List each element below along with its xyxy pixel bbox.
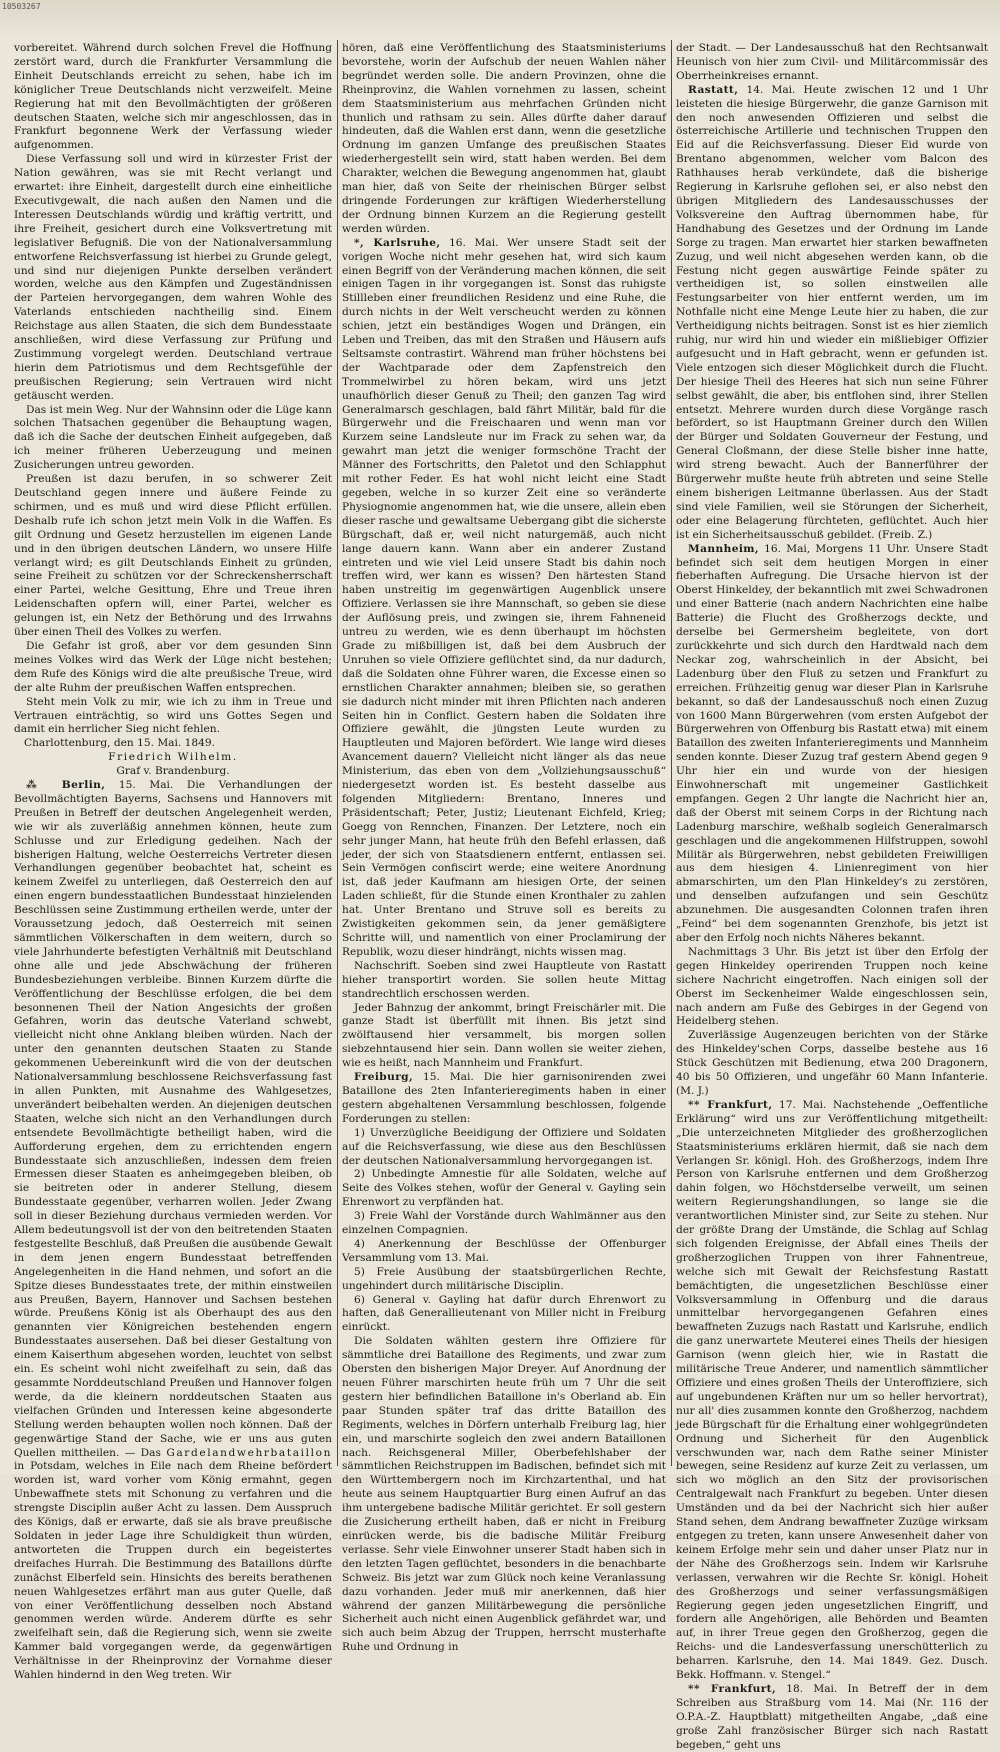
- proclamation-para-3: Das ist mein Weg. Nur der Wahnsinn oder die Lüge kann solchen Thatsachen gegenüber die Behauptung wagen, daß ich die Sache der deutschen Einheit aufgegeben, daß ich meiner früheren Ueberzeugung und meinen Zusicherungen untreu geworden.: [14, 403, 332, 472]
- article-berlin-text: 15. Mai. Die Verhandlungen der Bevollmächtigten Bayerns, Sachsens und Hannovers mit Preußen in Betreff der deutschen Angelegenheit werden, wie wir als zuverläßig annehmen können, heute zum Schlusse und zur Erledigung gedeihen. Nach der bisherigen Haltung, welche Oesterreichs Vertreter diesen Verhandlungen gegenüber beobachtet hat, scheint es keinem Zweifel zu unterliegen, daß Oesterreich den auf einen engern bundesstaatlichen Bundesstaat hinzielenden Beschlüssen seine Zustimmung ertheilen werde, unter der Voraussetzung jedoch, daß Oesterreich mit seinen sämmtlichen Völkerschaften in dem weitern, durch so viele Jahrhunderte befestigten Verhältniß mit Deutschland ohne alle und jede Abschwächung der früheren Bundesbeziehungen verbleibe. Binnen Kurzem dürfte die Veröffentlichung der Beschlüsse erfolgen, die bei dem besonnenen Theil der Nation Angesichts der großen Gefahren, worin das deutsche Vaterland schwebt, vielleicht nicht ohne Anklang bleiben würden. Nach der unter den genannten deutschen Staaten zu Stande gekommenen Uebereinkunft wird die von der deutschen Nationalversammlung beschlossene Reichsverfassung fast in allen Punkten, mit Ausnahme des Wahlgesetzes, unverändert beibehalten werden. An diejenigen deutschen Staaten, welche sich nicht an den Verhandlungen durch entsendete Bevollmächtigte betheiligt haben, wird die Aufforderung ergehen, dem zu errichtenden engern Bundesstaate sich anzuschließen, indessen dem freien Ermessen dieser Staaten es anheimgegeben bleiben, ob sie beitreten oder in anderer Stellung, diesem Bundesstaate gegenüber, verharren wollen. Jeder Zwang soll in dieser Beziehung durchaus vermieden werden. Vor Allem bedeutungsvoll ist der von den beitretenden Staaten festgestellte Beschluß, daß Preußen die ausübende Gewalt in dem jenen engern Bundesstaat betreffenden Angelegenheiten in die Hand nehmen, und sofort an die Spitze dieses Bundesstaates trete, der mithin einstweilen aus Preußen, Bayern, Hannover und Sachsen bestehen würde. Preußens König ist als Oberhaupt des aus den genannten vier Königreichen bestehenden engern Bundesstaates ausersehen. Daß bei dieser Gestaltung von einem Kaiserthum abgesehen worden, leuchtet von selbst ein. Es scheint wohl nicht zweifelhaft zu sein, daß das gesammte Norddeutschland Preußen und Hannover folgen werde, da die kleinern norddeutschen Staaten aus vielfachen Gründen und Interessen keine abgesonderte Stellung werden behaupten wollen noch können. Daß der gegenwärtige Stand der Sache, wie er uns aus guten Quellen mittheilen.: [14, 779, 333, 1459]
- garde-bataillon-name: Gardelandwehrbataillon: [166, 1446, 332, 1459]
- article-frankfurt-17-text: 17. Mai. Nachstehende „Oeffentliche Erklärung“ wird uns zur Veröffentlichung mitgetheilt: „Die unterzeichneten Mitglieder des großherzoglichen Staatsministeriums erklären hiermit, daß sie nach dem Verlangen Sr. königl. Hoh. des Großherzogs, indem Ihre Person von Karlsruhe entfernen und dem Großherzog dahin folgen, wo Höchstderselbe verweilt, um seinen weitern Regierungshandlungen, so lange sie die verantwortlichen Minister sind, zur Seite zu stehen. Nur der größte Drang der Umstände, die Schlag auf Schlag sich folgenden Ereignisse, der Abfall eines Theils der großherzoglichen Truppen von ihrer Fahnentreue, welche sich mit Gewalt der Reichsfestung Rastatt bemächtigten, die ungesetzlichen Beschlüsse einer Volksversammlung in Offenburg und die daraus unmittelbar hervorgegangenen Gefahren eines bewaffneten Zuzugs nach Rastatt und Karlsruhe, endlich die ganz unerwartete Meuterei eines Theils der hiesigen Garnison (wenn gleich hier, wie in Rastatt die militärische Treue Anderer, und namentlich sämmtlicher Offiziere und eines großen Theils der Unteroffiziere, sich auf ungebundenen Kräften nur um so heller hervortrat), nur all' dies zusammen konnte den Großherzog, nachdem jede Bürgschaft für die Erhaltung einer wohlgegründeten Ordnung und Sicherheit für den Augenblick verschwunden war, nach dem Rathe seiner Minister bewegen, seine Residenz auf kurze Zeit zu verlassen, um sich wo möglich an den Sitz der provisorischen Centralgewalt nach Frankfurt zu begeben. Unter diesen Umständen und da bei der Nachricht sich hier außer Stand sehen, dem Andrang bewaffneter Zuzüge wirksam entgegen zu treten, kann unsere Anwesenheit daher von keinem Erfolge mehr sein und daher unser Platz nur in der Nähe des Großherzogs sein. Indem wir Karlsruhe verlassen, verwahren wir die Rechte Sr. königl. Hoheit des Großherzogs und seiner verfassungsmäßigen Regierung gegen jeden ungesetzlichen Eingriff, und fordern alle Angehörigen, alle Behörden und Beamten auf, in ihrer Treue gegen den Großherzog, gegen die Reichs- und die Landesverfassung unerschütterlich zu beharren. Karlsruhe, den 14. Mai 1849. Gez. Dusch. Bekk. Hoffmann. v. Stengel.“: [676, 1098, 988, 1682]
- proclamation-signature: Friedrich Wilhelm.: [108, 751, 238, 764]
- dateline-rastatt: Rastatt,: [688, 83, 739, 96]
- article-frankfurt-18: [676, 1683, 988, 1752]
- bahnzug-para: Jeder Bahnzug der ankommt, bringt Freischärler mit. Die ganze Stadt ist überfüllt mit ihnen. Bis jetzt sind zwölftausend hier versammelt, bis morgen sollen siebzehntausend hier sein. Dann wollen sie weiter ziehen, wie es heißt, nach Mannheim und Frankfurt.: [342, 1001, 666, 1070]
- demand-item-3: 3) Freie Wahl der Vorstände durch Wahlmänner aus den einzelnen Compagnien.: [342, 1210, 666, 1237]
- page-id: 10503267: [2, 2, 41, 11]
- article-freiburg: [342, 1071, 666, 1127]
- demand-item-1: 1) Unverzügliche Beeidigung der Offiziere und Soldaten auf die Reichsverfassung, wie diese aus den Beschlüssen der deutschen Nationalversammlung hervorgegangen ist.: [342, 1126, 666, 1167]
- berlin-continuation: hören, daß eine Veröffentlichung des Staatsministeriums bevorstehe, worin der Aufschub der neuen Wahlen näher begründet werden solle. Die andern Provinzen, ohne die Rheinprovinz, die Wahlen vornehmen zu lassen, scheint dem Staatsministerium aus mehrfachen Gründen nicht thunlich und rathsam zu sein. Alles dürfte daher darauf hindeuten, daß die Wahlen erst dann, wenn die gesetzliche Ordnung im ganzen Umfange des preußischen Staates wiederhergestellt sein wird, statt haben werden. Bei dem Charakter, welchen die Bewegung angenommen hat, glaubt man hier, daß von Seite der rheinischen Bürger selbst dringende Forderungen zur kräftigen Wiederherstellung der Ordnung binnen Kurzem an die Regierung gestellt werden würden.: [342, 42, 666, 235]
- article-frankfurt-18-text: 18. Mai. In Betreff der in dem Schreiben aus Straßburg vom 14. Mai (Nr. 116 der O.P.A.-Z. Hauptblatt) mitgetheilten Angabe, „daß eine große Zahl französischer Bürger sich nach Rastatt begeben,“ geht uns: [676, 1682, 988, 1751]
- proclamation-para-6: Steht mein Volk zu mir, wie ich zu ihm in Treue und Vertrauen einträchtig, so wird uns Gottes Segen und damit ein herrlicher Sieg nicht fehlen.: [14, 695, 332, 736]
- freiburg-continuation: Die Soldaten wählten gestern ihre Offiziere für sämmtliche drei Bataillone des Regiments, und zwar zum Obersten den bisherigen Major Dreyer. Auf Anordnung der neuen Führer marschirten heute früh um 7 Uhr die seit gestern hier befindlichen Bataillone in's Oberland ab. Ein paar Stunden später traf das dritte Bataillon des Regiments, welches in Dörfern unterhalb Freiburg lag, hier ein, und marschirte sogleich den zwei andern Bataillonen nach. Reichsgeneral Miller, Oberbefehlshaber der sämmtlichen Reichstruppen im Badischen, befindet sich mit den Württembergern noch im Kirchzartenthal, und hat heute aus seinem Hauptquartier Burg einen Aufruf an das ihm untergebene badische Militär gerichtet. Er soll gestern die Zusicherung ertheilt haben, daß er nicht in Freiburg einrücken werde, bis die badische Militär Freiburg verlasse. Sehr viele Einwohner unserer Stadt haben sich in den letzten Tagen geflüchtet, besonders in die benachbarte Schweiz. Bis jetzt war zum Glück noch keine Veranlassung dazu vorhanden. Jeder muß mir anerkennen, daß hier während der ganzen Militärbewegung die persönliche Sicherheit auch nicht einen Augenblick gefährdet war, und sich auch beim Abzug der Truppen, herrscht musterhafte Ruhe und Ordnung in: [342, 1335, 666, 1654]
- article-karlsruhe-text: 16. Mai. Wer unsere Stadt seit der vorigen Woche nicht mehr gesehen hat, wird sich kaum einen Begriff von der Veränderung machen können, die seit einigen Tagen in ihr vorgegangen ist. Sonst das ruhigste Stillleben einer freundlichen Residenz und eine Ruhe, die durch nichts in der Welt verscheucht werden zu können schien, jetzt ein beständiges Wogen und Drängen, ein Leben und Treiben, das mit den Straßen und Häusern aufs Seltsamste contrastirt. Während man früher höchstens bei der Wachtparade oder dem Zapfenstreich den Trommelwirbel zu hören bekam, wird uns jetzt unaufhörlich dieser Genuß zu Theil; den ganzen Tag wird Generalmarsch geschlagen, bald fährt Militär, bald für die Bürgerwehr und die Freischaaren und wenn man vor Kurzem seine Landsleute nur im Frack zu sehen war, da gewahrt man jetzt die weniger formschöne Tracht der Männer des Fortschritts, den Paletot und den Schlapphut mit rother Feder. Es hat wohl nicht leicht eine Stadt gegeben, welche in so kurzer Zeit eine so veränderte Physiognomie angenommen hat, wie die unsere, allein eben dieser rasche und gewaltsame Uebergang gibt die sicherste Bürgschaft, daß er, weil nicht naturgemäß, auch nicht lange dauern kann. Wann aber ein anderer Zustand eintreten und wie viel Leid unsere Stadt bis dahin noch treffen wird, wer kann es wissen? Den härtesten Stand haben unstreitig im gegenwärtigen Augenblick unsere Offiziere. Verlassen sie ihre Mannschaft, so geben sie diese der Auflösung preis, und zwingen sie, ihrem Fahneneid untreu zu werden, wie es denn überhaupt im höchsten Grade zu mißbilligen ist, daß bei dem Ausbruch der Unruhen so viele Offiziere geflüchtet sind, da nur dadurch, daß die Soldaten ohne Führer waren, die Excesse einen so ernstlichen Charakter annahmen; bleiben sie, so gerathen sie dadurch nicht minder mit ihren Pflichten nach anderen Seiten hin in Conflict. Gestern haben die Soldaten ihre Offiziere gewählt, die jüngsten Leute wurden zu Hauptleuten und Majoren befördert. Wie lange wird dieses Avancement dauern? Vielleicht nicht länger als das neue Ministerium, das eben von dem „Vollziehungsausschuß“ niedergesetzt worden ist. Es besteht dasselbe aus folgenden Mitgliedern: Brentano, Inneres und Präsidentschaft; Peter, Justiz; Lieutenant Eichfeld, Krieg; Goegg von Rennchen, Finanzen. Der Letztere, noch ein sehr junger Mann, hat heute früh den Befehl erlassen, daß jeder, der sich von Staatsdienern entfernt, entlassen sei. Sein Vermögen confiscirt werde; eine weitere Anordnung ist, daß jeder Kaufmann am hiesigen Orte, der seinen Laden schließt, für die Stunde einen Kronthaler zu zahlen hat. Unter Brentano und Struve soll es bereits zu Zwistigkeiten gekommen sein, da jener gemäßigtere Schritte will, und namentlich von einer Proclamirung der Republik, wozu dieser hindrängt, nichts wissen mag.: [342, 236, 666, 958]
- article-frankfurt-17: [676, 1099, 988, 1683]
- article-rastatt: [676, 84, 988, 543]
- nachschrift: Nachschrift. Soeben sind zwei Hauptleute von Rastatt hieher transportirt worden. Sie sollen heute Mittag standrechtlich erschossen werden.: [342, 959, 666, 1000]
- article-berlin: [14, 779, 332, 1683]
- article-karlsruhe: [342, 237, 666, 960]
- dateline-frankfurt-18: ** Frankfurt,: [688, 1682, 777, 1695]
- article-freiburg-text: 15. Mai. Die hier garnisonirenden zwei Bataillone des 2ten Infanterieregiments haben in einer gestern abgehaltenen Versammlung beschlossen, folgende Forderungen zu stellen:: [342, 1071, 666, 1125]
- dateline-karlsruhe: *, Karlsruhe,: [354, 236, 441, 249]
- page-fold-shadow: [0, 0, 1000, 40]
- demand-item-4: 4) Anerkennung der Beschlüsse der Offenburger Versammlung vom 13. Mai.: [342, 1237, 666, 1264]
- demand-item-6: 6) General v. Gayling hat dafür durch Ehrenwort zu haften, daß Generallieutenant von Miller nicht in Freiburg einrückt.: [342, 1293, 666, 1334]
- article-rastatt-text: 14. Mai. Heute zwischen 12 und 1 Uhr leisteten die hiesige Bürgerwehr, die ganze Garnison mit den noch anwesenden Offizieren und selbst die österreichische Artillerie und technischen Truppen den Eid auf die Reichsverfassung. Dieser Eid wurde von Brentano abgenommen, welcher vom Balcon des Rathhauses herab verkündete, daß die bisherige Regierung in Karlsruhe geflohen sei, er also nebst den übrigen Mitgliedern des Landesausschusses der Volksvereine den Auftrag übernommen habe, für Handhabung des Gesetzes und der Ordnung im Lande Sorge zu tragen. Man erwartet hier starken bewaffneten Zuzug, und weil nicht abgesehen werden kann, ob die Festung nicht gegen auswärtige Feinde später zu vertheidigen ist, so sollen einstweilen alle Festungsarbeiter von hier entfernt werden, um im Nothfalle nicht eine Menge Leute hier zu haben, die zur Vertheidigung nichts beitragen. Sonst ist es hier ziemlich ruhig, nur wird hin und wieder ein mißliebiger Offizier aufgesucht und in Haft gebracht, wenn er gefunden ist. Viele entzogen sich dieser Möglichkeit durch die Flucht. Der hiesige Theil des Heeres hat sich nun seine Führer selbst gewählt, die aber, bis entflohen sind, ihrer Stellen entsetzt. Mehrere wurden durch diese Vorgänge rasch befördert, so ist Hauptmann Greiner durch den Willen der Bürger und Soldaten Gouverneur der Festung, und General Cloßmann, der diese Stelle bisher inne hatte, wird streng bewacht. Auch der Bannerführer der Bürgerwehr mußte heute früh abtreten und seine Stelle einem bisherigen Leitmanne überlassen. Aus der Stadt sind viele Familien, weil sie Störungen der Sicherheit, oder eine Belagerung fürchteten, geflüchtet. Auch hier ist ein Sicherheitsausschuß gebildet. (Freib. Z.): [676, 83, 988, 541]
- dateline-freiburg: Freiburg,: [354, 1071, 414, 1084]
- column-2: [342, 42, 666, 1654]
- dateline-frankfurt-17: ** Frankfurt,: [688, 1098, 773, 1111]
- proclamation-para-5: Die Gefahr ist groß, aber vor dem gesunden Sinn meines Volkes wird das Werk der Lüge nicht bestehen; dem Rufe des Königs wird die alte preußische Treue, wird der alte Ruhm der preußischen Waffen entsprechen.: [14, 639, 332, 694]
- article-mannheim-text: 16. Mai, Morgens 11 Uhr. Unsere Stadt befindet sich seit dem heutigen Morgen in einer fieberhaften Aufregung. Die Ursache hiervon ist der Oberst Hinkeldey, der bekanntlich mit zwei Schwadronen und einer Batterie (nach andern Nachrichten eine halbe Batterie) die Flucht des Großherzogs deckte, und derselbe bei Germersheim begleitete, von dort zurückkehrte und sich durch den Hardtwald nach dem Neckar zog, wahrscheinlich in der Absicht, bei Ladenburg über den Fluß zu setzen und Frankfurt zu erreichen. Frühzeitig genug war dieser Plan in Karlsruhe bekannt, so daß der Landesausschuß noch einen Zuzug von 1600 Mann Bürgerwehren (vom ersten Aufgebot der Bürgerwehren von Offenburg bis Rastatt etwa) mit einem Bataillon des zweiten Infanterieregiments und Mannheim senden konnte. Dieser Zuzug traf gestern Abend gegen 9 Uhr hier ein und wurde von der hiesigen Einwohnerschaft mit ungemeiner Gastlichkeit empfangen. Gegen 2 Uhr langte die Nachricht hier an, daß der Oberst mit seinem Corps in der Richtung nach Ladenburg marschire, weßhalb sogleich Generalmarsch geschlagen und die angekommenen Hilfstruppen, sowohl Militär als Bürgerwehren, nebst gebildeten Freiwilligen aus dem hiesigen 4. Linienregiment von hier abmarschirten, um den Plan Hinkeldey's zu zerstören, und denselben aufzufangen und sein Geschütz abzunehmen. Die ausgesandten Colonnen trafen ihren „Feind“ bei dem sogenannten Grenzhofe, bis jetzt ist aber den Erfolg noch nichts Näheres bekannt.: [676, 542, 988, 944]
- demand-item-5: 5) Freie Ausübung der staatsbürgerlichen Rechte, ungehindert durch militärische Disciplin.: [342, 1265, 666, 1292]
- column-rule-1: [337, 40, 338, 1466]
- dateline-mannheim: Mannheim,: [688, 542, 759, 555]
- column-1: [14, 42, 333, 1682]
- freiburg-end: der Stadt. — Der Landesausschuß hat den Rechtsanwalt Heunisch von hier zum Civil- und Militärcommissär des Oberrheinkreises ernannt.: [676, 42, 988, 82]
- mannheim-nachmittags: Nachmittags 3 Uhr. Bis jetzt ist über den Erfolg der gegen Hinkeldey operirenden Truppen noch keine sichere Nachricht eingetroffen. Nach einigen soll der Oberst im Seckenheimer Walde eingeschlossen sein, nach andern am Fuße des Gebirges in der Gegend von Heidelberg stehen.: [676, 945, 988, 1028]
- column-rule-2: [671, 40, 672, 1466]
- demand-item-2: 2) Unbedingte Amnestie für alle Soldaten, welche auf Seite des Volkes stehen, wofür der General v. Gayling sein Ehrenwort zu verpfänden hat.: [342, 1168, 666, 1209]
- proclamation-para-4: Preußen ist dazu berufen, in so schwerer Zeit Deutschland gegen innere und äußere Feinde zu schirmen, und es muß und wird diese Pflicht erfüllen. Deshalb rufe ich schon jetzt mein Volk in die Waffen. Es gilt Ordnung und Gesetz herzustellen im eigenen Lande und in den übrigen deutschen Ländern, wo unsere Hilfe verlangt wird; es gilt Deutschlands Einheit zu gründen, seine Freiheit zu schützen vor der Schreckensherrschaft einer Partei, welche Gesittung, Ehre und Treue ihren Leidenschaften opfern will, einer Partei, welcher es gelungen ist, ein Netz der Bethörung und des Irrwahns über einen Theil des Volkes zu werfen.: [14, 473, 332, 639]
- dateline-berlin: ⁂ Berlin,: [26, 779, 106, 792]
- article-mannheim: [676, 543, 988, 946]
- proclamation-para-2: Diese Verfassung soll und wird in kürzester Frist der Nation gewähren, was sie mit Recht verlangt und erwartet: ihre Einheit, dargestellt durch eine einheitliche Executivgewalt, die nach außen den Namen und die Interessen Deutschlands würdig und kräftig vertritt, und ihre Freiheit, gesichert durch eine Volksvertretung mit legislativer Befugniß. Die von der Nationalversammlung entworfene Reichsverfassung ist hierbei zu Grunde gelegt, und sind nur diejenigen Punkte derselben verändert worden, welche aus den Kämpfen und Zugeständnissen der Parteien hervorgegangen, dem wahren Wohle des Vaterlands entschieden nachtheilig sind. Einem Reichstage aus allen Staaten, die sich dem Bundesstaate anschließen, wird diese Verfassung zur Prüfung und Zustimmung vorgelegt werden. Deutschland vertraue hierin dem Patriotismus und dem Rechtsgefühle der preußischen Regierung; sein Vertrauen wird nicht getäuscht werden.: [14, 153, 332, 402]
- garde-text: in Potsdam, welches in Eile nach dem Rheine befördert worden ist, ward vorher vom König ermahnt, gegen Unbewaffnete stets mit Schonung zu verfahren und die strengste Disciplin außer Acht zu lassen. Dem Ausspruch des Königs, daß er erwarte, daß sie als brave preußische Soldaten in jeder Lage ihre Schuldigkeit thun würden, antworteten die Truppen durch ein begeistertes dreifaches Hurrah. Die Bestimmung des Bataillons dürfte zunächst Elberfeld sein. Hinsichts des bereits berathenen neuen Wahlgesetzes erfährt man aus guter Quelle, daß von einer Veröffentlichung desselben noch Abstand genommen werden würde. Anderem dürfte es sehr zweifelhaft sein, daß die Regierung sich, wenn sie zweite Kammer bald vorgegangen werde, da gegenwärtigen Verhältnisse in der Rheinprovinz der Vornahme dieser Wahlen hindernd in den Weg treten. Wir: [14, 1460, 332, 1682]
- mannheim-augenzeugen: Zuverlässige Augenzeugen berichten von der Stärke des Hinkeldey'schen Corps, dasselbe bestehe aus 16 Stück Geschützen mit Bedienung, etwa 200 Dragonern, 40 bis 50 Offizieren, und ungefähr 60 Mann Infanterie. (M. J.): [676, 1029, 988, 1097]
- proclamation-countersign: Graf v. Brandenburg.: [116, 765, 230, 778]
- column-3: [676, 42, 988, 1751]
- proclamation-para-1: vorbereitet. Während durch solchen Frevel die Hoffnung zerstört ward, durch die Frankfurter Versammlung die Einheit Deutschlands erreicht zu sehen, habe ich im königlicher Treue Deutschlands nicht verzweifelt. Meine Regierung hat mit den Bevollmächtigten der größeren deutschen Staaten, welche sich mir angeschlossen, das in Frankfurt begonnene Werk der Verfassung wieder aufgenommen.: [14, 42, 332, 152]
- proclamation-date: Charlottenburg, den 15. Mai. 1849.: [24, 737, 215, 750]
- garde-lead: — Das: [119, 1446, 167, 1459]
